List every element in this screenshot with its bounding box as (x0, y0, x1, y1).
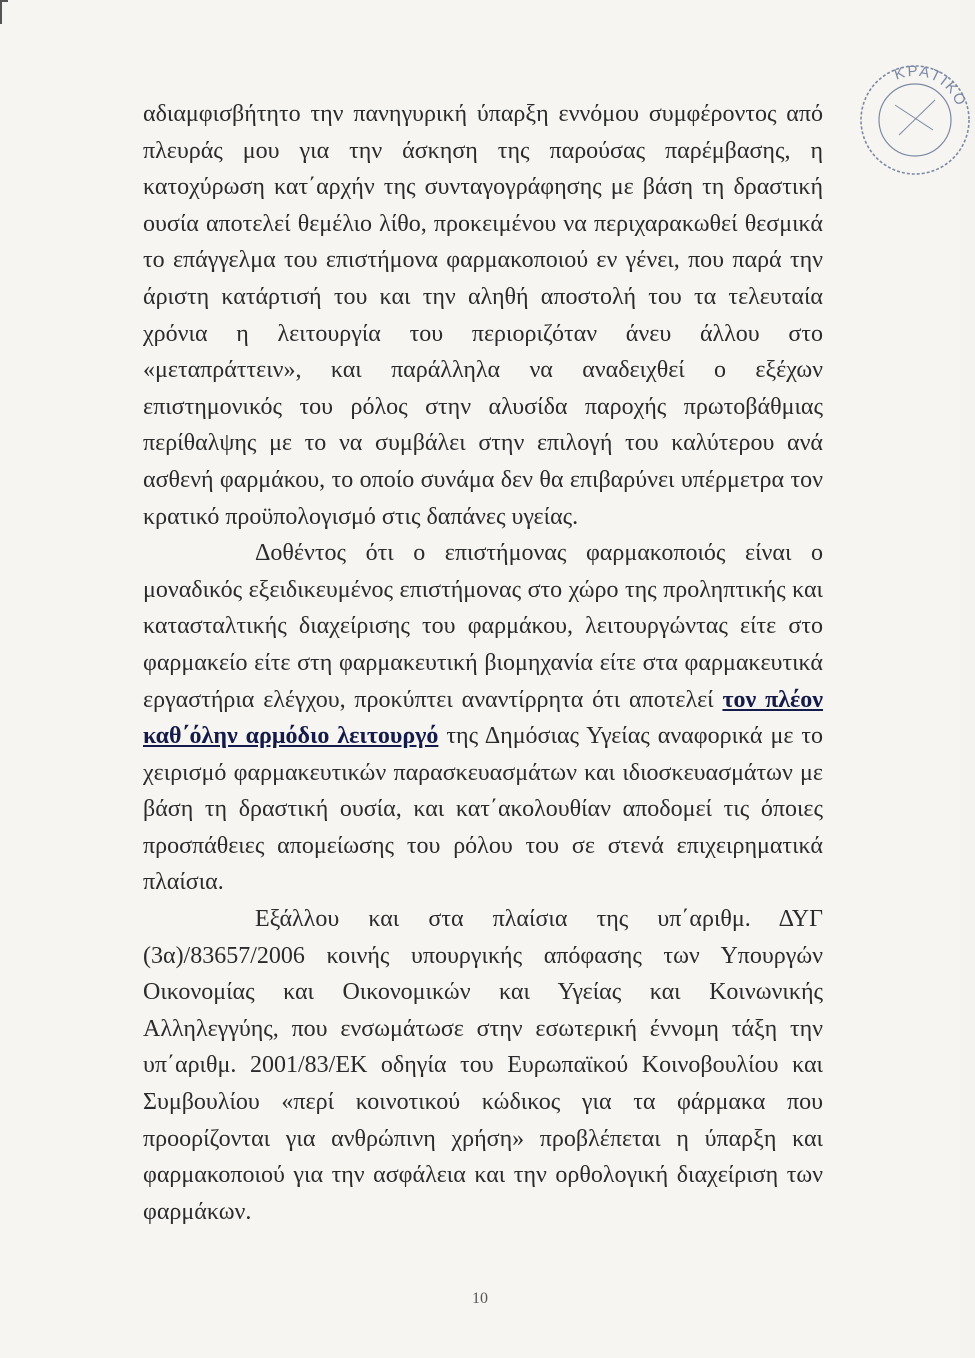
paragraph-1 (143, 96, 823, 535)
scan-edge-mark (0, 0, 8, 24)
paragraph-3 (143, 901, 823, 1230)
stamp-text: ΚΡΑΤΙΚΟ (892, 62, 970, 110)
paragraph-2 (143, 535, 823, 901)
paragraph-2-emphasis: τον πλέον καθ΄όλην αρμόδιο λειτουργό (143, 686, 823, 750)
paragraph-1-text: αδιαμφισβήτητο την πανηγυρική ύπαρξη εννόμου συμφέροντος από πλευράς μου για την άσκηση της παρούσας παρέμβασης, η κατοχύρωση κατ΄αρχήν της συνταγογράφησης με βάση τη δραστική ουσία αποτελεί θεμέλιο λίθο, προκειμένου να περιχαρακωθεί θεσμικά το επάγγελμα του επιστήμονα φαρμακοποιού εν γένει, που παρά την άριστη κατάρτισή του και την αληθή αποστολή του τα τελευταία χρόνια η λειτουργία του περιοριζόταν άνευ άλλου στο «μεταπράττειν», και παράλληλα να αναδειχθεί ο εξέχων επιστημονικός του ρόλος στην αλυσίδα παροχής πρωτοβάθμιας περίθαλψης με το να συμβάλει στην επιλογή του καλύτερου ανά ασθενή φαρμάκου, το οποίο συνάμα δεν θα επιβαρύνει υπέρμετρα τον κρατικό προϋπολογισμό στις δαπάνες υγείας. (143, 101, 823, 530)
paragraph-2-text-end: της Δημόσιας Υγείας αναφορικά με το χειρισμό φαρμακευτικών παρασκευασμάτων και ιδιοσκευασμάτων με βάση τη δραστική ουσία, και κατ΄ακολουθίαν αποδομεί τις όποιες προσπάθειες απομείωσης του ρόλου του σε στενά επιχειρηματικά πλαίσια. (143, 723, 823, 896)
page-number: 10 (472, 1290, 488, 1307)
body-text (143, 96, 823, 1230)
stamp-seal (855, 60, 975, 180)
paragraph-2-text-start: Δοθέντος ότι ο επιστήμονας φαρμακοποιός είναι ο μοναδικός εξειδικευμένος επιστήμονας στο χώρο της προληπτικής και κατασταλτικής διαχείρισης του φαρμάκου, λειτουργώντας είτε στο φαρμακείο είτε στη φαρμακευτική βιομηχανία είτε στα φαρμακευτικά εργαστήρια ελέγχου, προκύπτει αναντίρρητα ότι αποτελεί (143, 540, 823, 713)
paragraph-3-text: Εξάλλου και στα πλαίσια της υπ΄αριθμ. ΔΥΓ (3α)/83657/2006 κοινής υπουργικής απόφασης των Υπουργών Οικονομίας και Οικονομικών και Υγείας και Κοινωνικής Αλληλεγγύης, που ενσωμάτωσε στην εσωτερική έννομη τάξη την υπ΄αριθμ. 2001/83/ΕΚ οδηγία του Ευρωπαϊκού Κοινοβουλίου και Συμβουλίου «περί κοινοτικού κώδικος για τα φάρμακα που προορίζονται για ανθρώπινη χρήση» προβλέπεται η ύπαρξη και φαρμακοποιού για την ασφάλεια και την ορθολογική διαχείριση των φαρμάκων. (143, 906, 823, 1225)
